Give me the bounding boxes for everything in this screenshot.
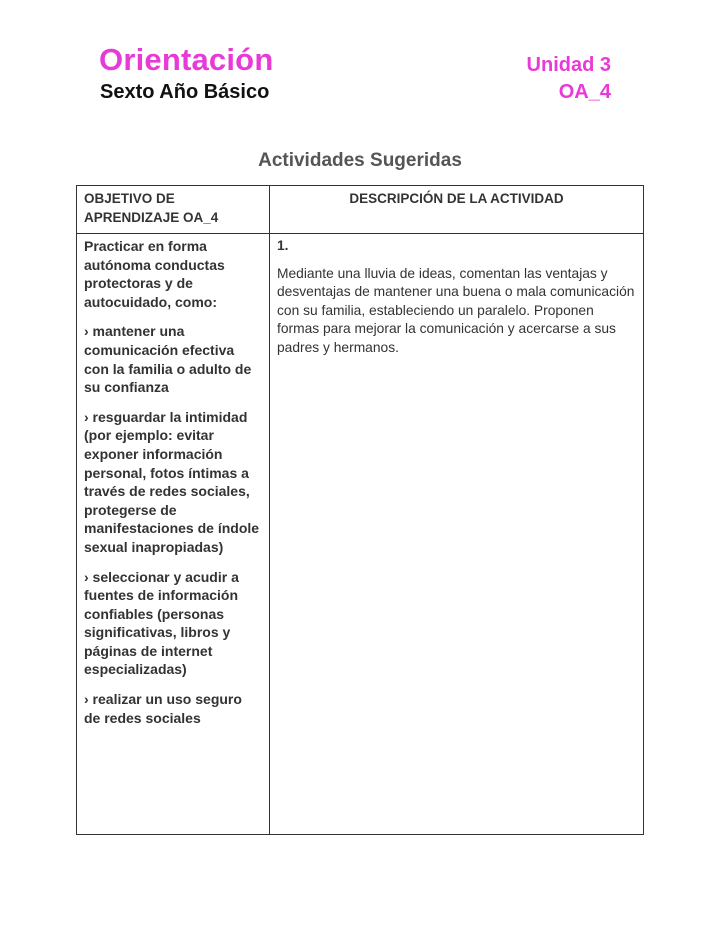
activity-text: Mediante una lluvia de ideas, comentan las ventajas y desventajas de mantener una buena o mala comunicación con su familia, estableciendo un paralelo. Proponen formas para mejorar la comunicación y acercarse a sus padres y hermanos. bbox=[277, 265, 635, 355]
activity-cell bbox=[270, 234, 644, 835]
objective-item: › mantener una comunicación efectiva con la familia o adulto de su confianza bbox=[84, 323, 252, 396]
header-objective: OBJETIVO DE APRENDIZAJE OA_4 bbox=[77, 186, 270, 234]
grade-subtitle: Sexto Año Básico bbox=[100, 81, 270, 103]
header-description: DESCRIPCIÓN DE LA ACTIVIDAD bbox=[270, 186, 644, 234]
subject-title: Orientación bbox=[99, 42, 274, 77]
table-row bbox=[77, 234, 644, 835]
oa-label: OA_4 bbox=[558, 81, 611, 103]
activity-number: 1. bbox=[277, 238, 289, 253]
objective-item: › resguardar la intimidad (por ejemplo: evitar exponer información personal, fotos íntimas a través de redes sociales, protegerse de manifestaciones de índole sexual inapropiadas) bbox=[84, 408, 260, 555]
objective-item: › realizar un uso seguro de redes sociales bbox=[84, 691, 242, 726]
section-title: Actividades Sugeridas bbox=[258, 150, 462, 171]
activities-table bbox=[76, 185, 644, 835]
unit-label: Unidad 3 bbox=[526, 54, 611, 76]
objective-cell bbox=[77, 234, 270, 835]
objective-intro: Practicar en forma autónoma conductas protectoras y de autocuidado, como: bbox=[84, 238, 225, 310]
table-header-row bbox=[77, 186, 644, 234]
objective-item: › seleccionar y acudir a fuentes de información confiables (personas significativas, libros y páginas de internet especializadas) bbox=[84, 568, 239, 678]
